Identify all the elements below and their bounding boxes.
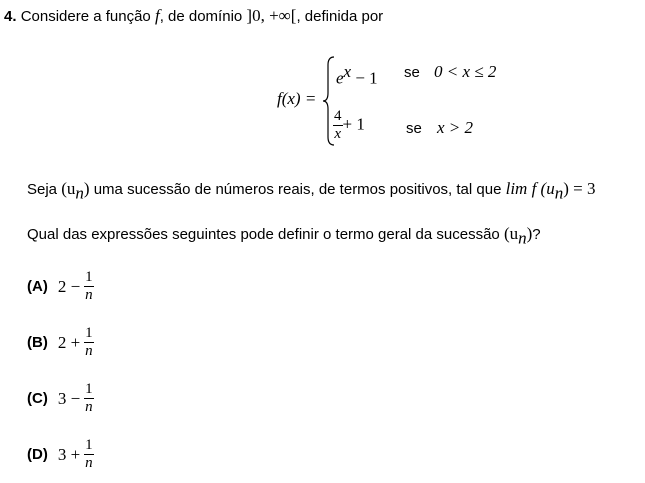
option-fraction: $\frac{1}{n}$ — [85, 269, 93, 303]
option-label: (C) — [27, 390, 48, 407]
case1-expression: $e^x - 1$ — [336, 62, 378, 88]
domain-interval: ]0, +∞[ — [246, 6, 297, 25]
option-lead: 3 + — [57, 444, 81, 464]
intro-text-3: , definida por — [296, 8, 384, 25]
piecewise-lhs: f(x) = — [277, 89, 317, 108]
intro-text-2: , de domínio — [159, 8, 243, 25]
option-d[interactable] — [27, 438, 94, 471]
option-c[interactable] — [27, 382, 94, 415]
option-label: (B) — [27, 334, 48, 351]
option-a[interactable] — [27, 270, 94, 303]
sentence-question: Qual das expressões seguintes pode definir o termo geral da sucessão $(u_n)$? — [27, 224, 541, 248]
option-label: (A) — [27, 278, 48, 295]
option-b[interactable] — [27, 326, 94, 359]
case2-condition: x > 2 — [437, 118, 474, 137]
case2-expression: $\frac{4}{x}$ + 1 — [334, 108, 365, 142]
case1-se: se — [404, 64, 420, 81]
option-label: (D) — [27, 446, 48, 463]
intro-text-1: Considere a função — [20, 8, 151, 25]
sentence-seja: Seja $(u_n)$ uma sucessão de números reais, de termos positivos, tal que lim f $(u_n) = 3$ — [27, 179, 596, 203]
option-lead: 2 + — [57, 332, 81, 352]
option-lead: 2 − — [57, 276, 81, 296]
option-fraction: $\frac{1}{n}$ — [85, 437, 93, 471]
option-lead: 3 − — [57, 388, 81, 408]
case2-se: se — [406, 120, 422, 137]
function-name: f — [154, 6, 160, 25]
question-number: 4. — [4, 8, 17, 25]
case1-condition: 0 < x ≤ 2 — [434, 62, 497, 81]
question-line — [4, 6, 383, 26]
option-fraction: $\frac{1}{n}$ — [85, 325, 93, 359]
option-fraction: $\frac{1}{n}$ — [85, 381, 93, 415]
